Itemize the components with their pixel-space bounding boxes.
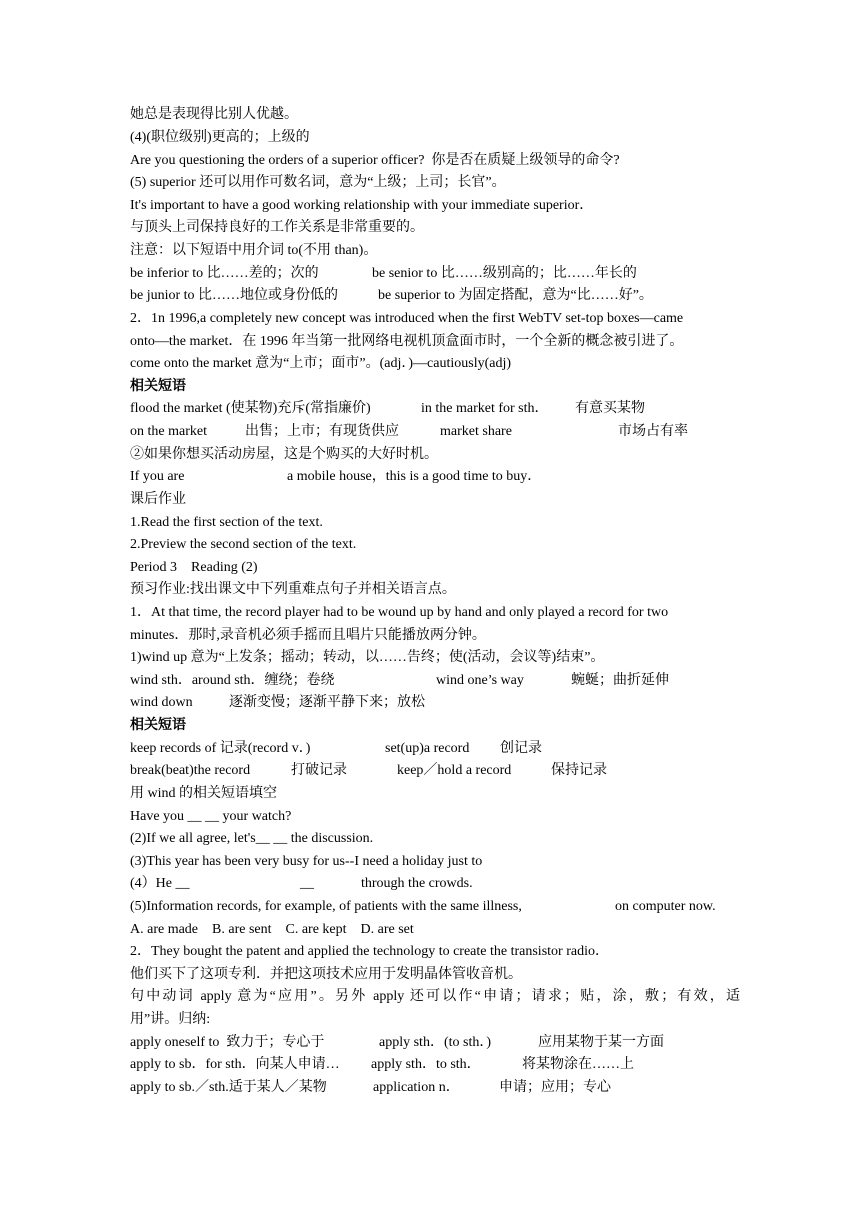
phrase-item: apply to sb．for sth．向某人申请… <box>130 1057 340 1072</box>
phrase-item: 保持记录 <box>551 763 607 778</box>
text-line: 预习作业:找出课文中下列重难点句子并相关语言点。 <box>130 582 456 597</box>
exercise-part: __ <box>300 876 314 891</box>
phrase-item: flood the market (使某物)充斥(常指廉价) <box>130 401 371 416</box>
section-heading: 相关短语 <box>130 379 186 394</box>
exercise-item: (2)If we all agree, let's__ __ the discussion. <box>130 831 374 846</box>
section-heading: 课后作业 <box>130 492 186 507</box>
phrase-item: be senior to 比……级别高的；比……年长的 <box>372 266 637 281</box>
text-line: 1.Read the first section of the text. <box>130 515 323 530</box>
phrase-item: 应用某物于某一方面 <box>538 1035 664 1050</box>
phrase-item: set(up)a record <box>385 741 470 756</box>
phrase-item: a mobile house，this is a good time to buy． <box>287 469 542 484</box>
exercise-part: (4）He __ <box>130 876 190 891</box>
text-line: Period 3 Reading (2) <box>130 560 258 575</box>
phrase-item: be superior to 为固定搭配，意为“比……好”。 <box>378 288 653 303</box>
phrase-row <box>130 1032 740 1055</box>
phrase-item: wind down <box>130 695 193 710</box>
phrase-row <box>130 760 740 783</box>
text-line: 她总是表现得比别人优越。 <box>130 107 298 122</box>
phrase-item: 逐渐变慢；逐渐平静下来；放松 <box>229 695 425 710</box>
phrase-row <box>130 285 740 308</box>
exercise-item <box>130 896 740 919</box>
phrase-row <box>130 1077 740 1100</box>
phrase-item: 出售；上市；有现货供应 <box>245 424 399 439</box>
text-line: 句中动词 apply 意为“应用”。另外 apply 还可以作“申请；请求；贴，涂，敷；有效，适 <box>130 989 740 1004</box>
text-line: 用 wind 的相关短语填空 <box>130 786 277 801</box>
exercise-part: on computer now. <box>615 899 716 914</box>
phrase-row <box>130 263 740 286</box>
text-line: It's important to have a good working relationship with your immediate superior． <box>130 198 594 213</box>
phrase-row <box>130 398 740 421</box>
phrase-item: 创记录 <box>500 741 542 756</box>
exercise-part: (5)Information records, for example, of patients with the same illness, <box>130 899 522 914</box>
phrase-item: in the market for sth． <box>421 401 549 416</box>
phrase-item: keep records of 记录(record v．) <box>130 741 311 756</box>
phrase-item: 有意买某物 <box>575 401 645 416</box>
text-line: 用”讲。归纳: <box>130 1012 211 1027</box>
text-line: 2．1n 1996,a completely new concept was introduced when the first WebTV set-top boxes—came <box>130 311 684 326</box>
text-line: (5) superior 还可以用作可数名词，意为“上级；上司；长官”。 <box>130 175 506 190</box>
phrase-item: wind sth．around sth．缠绕；卷绕 <box>130 673 335 688</box>
text-line: 2．They bought the patent and applied the technology to create the transistor radio． <box>130 944 609 959</box>
phrase-item: apply to sb.／sth.适于某人／某物 <box>130 1080 327 1095</box>
phrase-item: 将某物涂在……上 <box>522 1057 634 1072</box>
phrase-item: apply oneself to 致力于；专心于 <box>130 1035 325 1050</box>
phrase-item: 市场占有率 <box>618 424 688 439</box>
text-line: 注意：以下短语中用介词 to(不用 than)。 <box>130 243 378 258</box>
exercise-item <box>130 873 740 896</box>
text-line: onto—the market．在 1996 年当第一批网络电视机顶盒面市时，一个全新的概念被引进了。 <box>130 334 684 349</box>
text-line: 他们买下了这项专利．并把这项技术应用于发明晶体管收音机。 <box>130 967 522 982</box>
phrase-row <box>130 738 740 761</box>
phrase-item: 蜿蜒；曲折延伸 <box>571 673 669 688</box>
phrase-item: wind one’s way <box>436 673 524 688</box>
phrase-item: keep／hold a record <box>397 763 512 778</box>
phrase-item: market share <box>440 424 512 439</box>
phrase-item: break(beat)the record <box>130 763 251 778</box>
answer-options: A. are made B. are sent C. are kept D. are set <box>130 922 414 937</box>
text-line: minutes．那时,录音机必须手摇而且唱片只能播放两分钟。 <box>130 628 486 643</box>
text-line: Are you questioning the orders of a superior officer? 你是否在质疑上级领导的命令? <box>130 153 620 168</box>
phrase-item: apply sth．(to sth．) <box>379 1035 491 1050</box>
phrase-item: be junior to 比……地位或身份低的 <box>130 288 339 303</box>
exercise-part: through the crowds. <box>361 876 473 891</box>
text-line: come onto the market 意为“上市；面市”。(adj．)—cautiously(adj) <box>130 356 512 371</box>
exercise-item: (3)This year has been very busy for us--I need a holiday just to <box>130 854 483 869</box>
exercise-item: Have you __ __ your watch? <box>130 809 292 824</box>
phrase-item: If you are <box>130 469 185 484</box>
phrase-row <box>130 466 740 489</box>
text-line: ②如果你想买活动房屋，这是个购买的大好时机。 <box>130 447 438 462</box>
phrase-item: 打破记录 <box>291 763 347 778</box>
text-line: 1．At that time, the record player had to be wound up by hand and only played a record for two <box>130 605 669 620</box>
phrase-row <box>130 692 740 715</box>
text-line: 与顶头上司保持良好的工作关系是非常重要的。 <box>130 220 424 235</box>
phrase-item: on the market <box>130 424 207 439</box>
text-line: 1)wind up 意为“上发条；摇动；转动，以……告终；使(活动，会议等)结束”。 <box>130 650 605 665</box>
text-line: (4)(职位级别)更高的；上级的 <box>130 130 310 145</box>
phrase-item: apply sth．to sth． <box>371 1057 481 1072</box>
phrase-item: application n． <box>373 1080 460 1095</box>
phrase-item: be inferior to 比……差的；次的 <box>130 266 319 281</box>
phrase-row <box>130 670 740 693</box>
phrase-row <box>130 421 740 444</box>
text-line: 2.Preview the second section of the text. <box>130 537 357 552</box>
phrase-item: 申请；应用；专心 <box>499 1080 611 1095</box>
section-heading: 相关短语 <box>130 718 186 733</box>
phrase-row <box>130 1054 740 1077</box>
